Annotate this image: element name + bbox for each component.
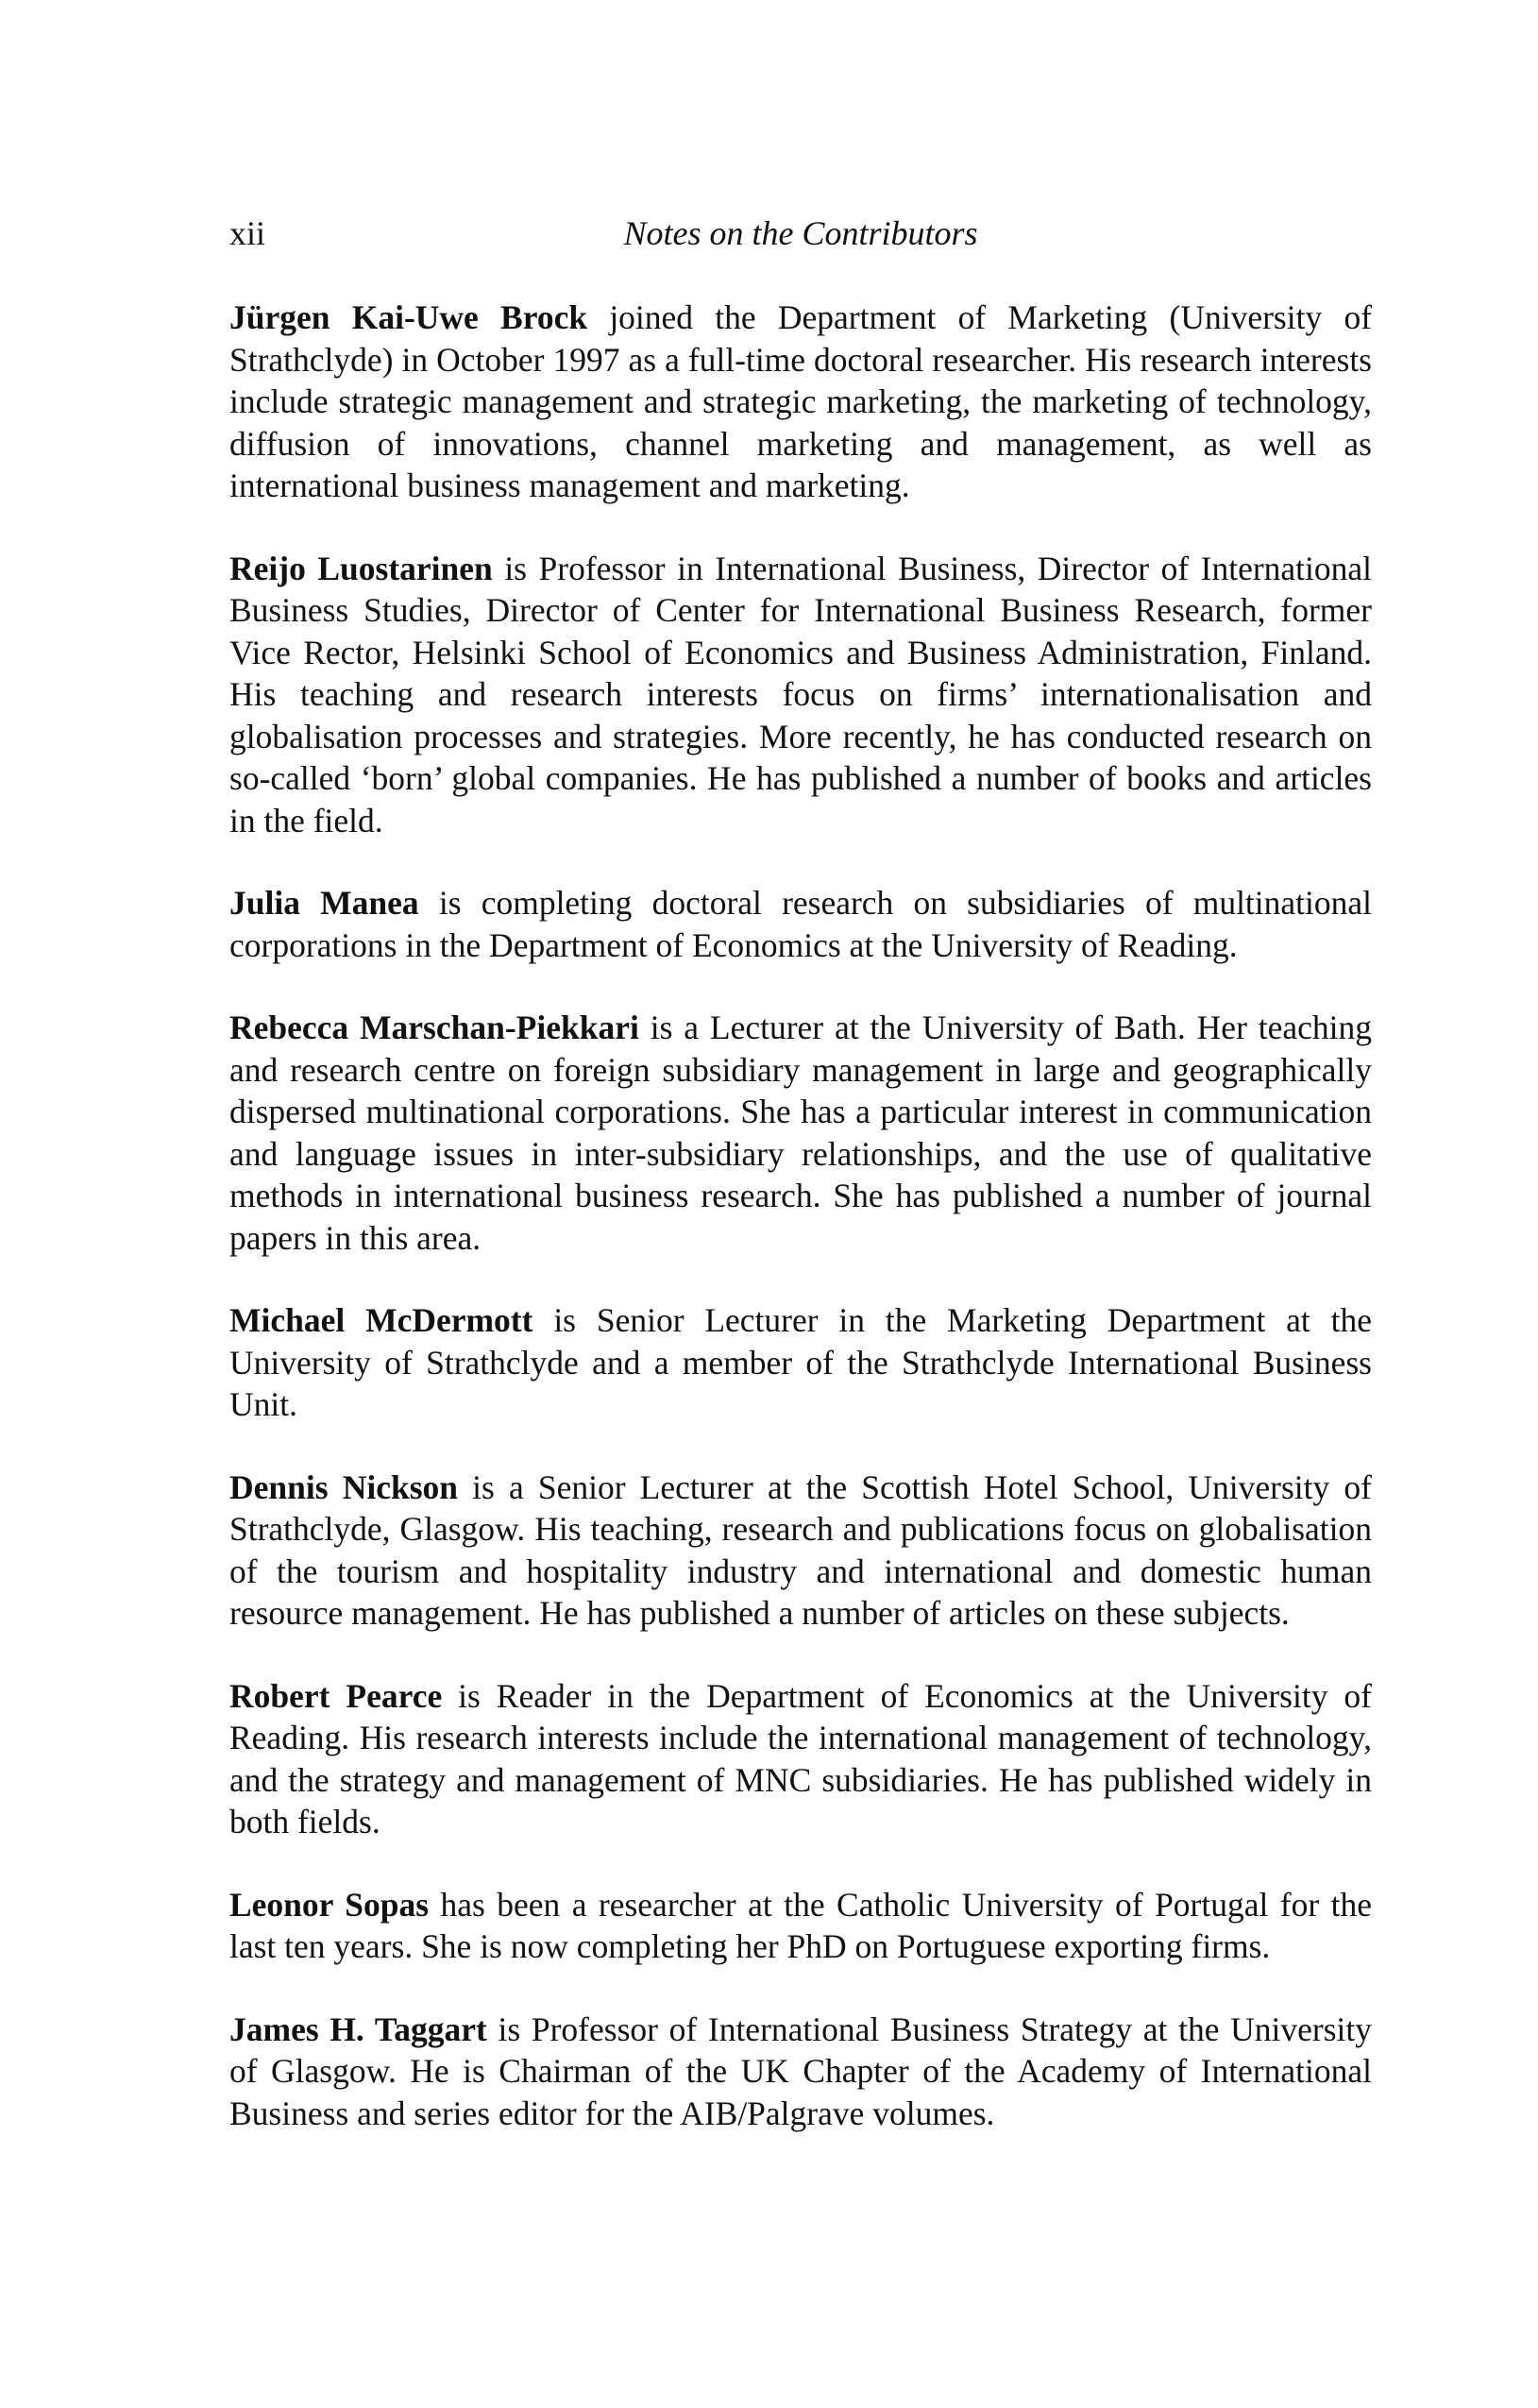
contributor-name: Leonor Sopas xyxy=(229,1885,430,1924)
contributor-entry xyxy=(229,548,1372,842)
contributor-bio: is Professor of International Business Strategy at the University of Glasgow. He is Chairman of the UK Chapter of the Academy of International Business and series editor for the AIB/Palgrave volumes. xyxy=(229,2009,1372,2132)
contributor-name: Reijo Luostarinen xyxy=(229,549,493,587)
contributor-name: Jürgen Kai-Uwe Brock xyxy=(229,298,588,336)
contributor-entry xyxy=(229,1007,1372,1259)
contributor-entry xyxy=(229,1299,1372,1426)
contributor-entry xyxy=(229,2009,1372,2135)
contributor-name: Dennis Nickson xyxy=(229,1467,458,1506)
contributor-entry xyxy=(229,882,1372,966)
contributor-bio: has been a researcher at the Catholic University of Portugal for the last ten years. She is now completing her PhD on Portuguese exporting firms. xyxy=(229,1885,1373,1965)
contributor-name: Robert Pearce xyxy=(229,1676,443,1715)
contributor-name: Michael McDermott xyxy=(229,1301,533,1339)
contributor-bio: is completing doctoral research on subsidiaries of multinational corporations in the Department of Economics at the University of Reading. xyxy=(229,884,1373,964)
contributor-bio: joined the Department of Marketing (University of Strathclyde) in October 1997 as a full-time doctoral researcher. His research interests include strategic management and strategic marketing, the marketing of technology, diffusion of innovations, channel marketing and management, as well as international business management and marketing. xyxy=(229,298,1373,504)
contributor-bio: is Professor in International Business, Director of International Business Studies, Director of Center for International Business Research, former Vice Rector, Helsinki School of Economics and Business Administration, Finland. His teaching and research interests focus on firms’ internationalisation and globalisation processes and strategies. More recently, he has conducted research on so-called ‘born’ global companies. He has published a number of books and articles in the field. xyxy=(229,549,1373,839)
contributor-name: Julia Manea xyxy=(229,884,419,922)
contributor-list xyxy=(229,297,1372,2175)
contributor-entry xyxy=(229,1675,1372,1843)
running-title: Notes on the Contributors xyxy=(623,214,978,252)
contributor-name: James H. Taggart xyxy=(229,2009,487,2048)
contributor-entry xyxy=(229,297,1372,507)
contributor-bio: is Reader in the Department of Economics at the University of Reading. His research interests include the international management of technology, and the strategy and management of MNC subsidiaries. He has published widely in both fields. xyxy=(229,1676,1372,1840)
contributor-name: Rebecca Marschan-Piekkari xyxy=(229,1009,639,1046)
contributor-bio: is a Senior Lecturer at the Scottish Hotel School, University of Strathclyde, Glasgow. His teaching, research and publications focus on globalisation of the tourism and hospitality industry and international and domestic human resource management. He has published a number of articles on these subjects. xyxy=(229,1467,1372,1632)
contributor-bio: is Senior Lecturer in the Marketing Department at the University of Strathclyde and a member of the Strathclyde International Business Unit. xyxy=(229,1301,1373,1423)
page-number: xii xyxy=(229,214,266,252)
contributor-entry xyxy=(229,1884,1372,1968)
contributor-bio: is a Lecturer at the University of Bath. Her teaching and research centre on foreign subsidiary management in large and geographically dispersed multinational corporations. She has a particular interest in communication and language issues in inter-subsidiary relationships, and the use of qualitative methods in international business research. She has published a number of journal papers in this area. xyxy=(229,1009,1373,1257)
running-head xyxy=(229,212,1372,255)
contributor-entry xyxy=(229,1467,1372,1635)
